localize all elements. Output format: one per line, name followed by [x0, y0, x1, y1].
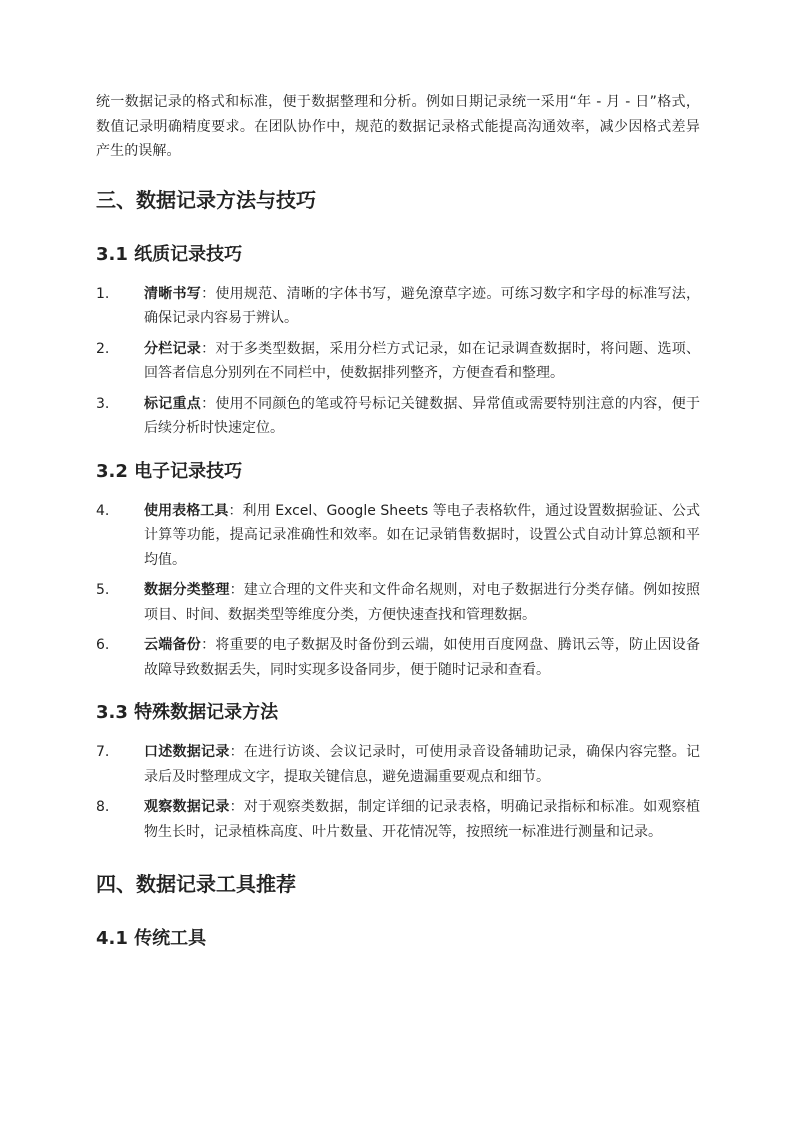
list-item [96, 578, 700, 627]
section-4-heading: 四、数据记录工具推荐 [96, 872, 296, 896]
section-3-heading: 三、数据记录方法与技巧 [96, 187, 316, 212]
list-item [96, 740, 700, 789]
list-3-1 [96, 282, 700, 441]
list-text: ：建立合理的文件夹和文件命名规则，对电子数据进行分类存储。例如按照项目、时间、数据类型等维度分类，方便快速查找和管理数据。 [144, 582, 701, 623]
list-text: ：将重要的电子数据及时备份到云端，如使用百度网盘、腾讯云等，防止因设备故障导致数据丢失，同时实现多设备同步，便于随时记录和查看。 [144, 637, 701, 678]
list-number: 1. [96, 285, 110, 302]
list-item [96, 392, 700, 441]
list-term: 观察数据记录 [144, 799, 230, 815]
section-3-3-heading: 3.3 特殊数据记录方法 [96, 702, 279, 723]
list-item [96, 282, 700, 331]
section-3-2-heading: 3.2 电子记录技巧 [96, 460, 243, 482]
list-term: 分栏记录 [144, 340, 202, 357]
list-text: ：使用不同颜色的笔或符号标记关键数据、异常值或需要特别注意的内容，便于后续分析时快速定位。 [144, 395, 701, 436]
list-item [96, 499, 700, 573]
section-4-1-heading: 4.1 传统工具 [96, 928, 207, 949]
intro-paragraph: 统一数据记录的格式和标准，便于数据整理和分析。例如日期记录统一采用“年 - 月 - 日”格式，数值记录明确精度要求。在团队协作中，规范的数据记录格式能提高沟通效率，减少因格式差异产生的误解。 [96, 94, 700, 159]
list-number: 6. [96, 637, 110, 653]
list-number: 7. [96, 744, 110, 760]
list-item [96, 337, 700, 386]
list-term: 标记重点 [144, 395, 202, 412]
list-number: 4. [96, 502, 110, 519]
list-term: 数据分类整理 [144, 582, 230, 598]
list-text: ：在进行访谈、会议记录时，可使用录音设备辅助记录，确保内容完整。记录后及时整理成文字，提取关键信息，避免遗漏重要观点和细节。 [144, 744, 701, 785]
list-term: 使用表格工具 [144, 502, 229, 519]
list-number: 2. [96, 340, 110, 357]
list-3-2 [96, 499, 700, 683]
list-number: 3. [96, 395, 110, 412]
list-3-3 [96, 740, 700, 844]
list-text: ：使用规范、清晰的字体书写，避免潦草字迹。可练习数字和字母的标准写法，确保记录内容易于辨认。 [144, 285, 701, 326]
list-text: ：对于观察类数据，制定详细的记录表格，明确记录指标和标准。如观察植物生长时，记录植株高度、叶片数量、开花情况等，按照统一标准进行测量和记录。 [144, 799, 701, 840]
list-number: 5. [96, 582, 110, 598]
list-item [96, 795, 700, 844]
list-text: ：利用 Excel、Google Sheets 等电子表格软件，通过设置数据验证、公式计算等功能，提高记录准确性和效率。如在记录销售数据时，设置公式自动计算总额和平均值。 [144, 502, 701, 568]
list-number: 8. [96, 799, 110, 815]
list-term: 口述数据记录 [144, 744, 230, 760]
list-term: 云端备份 [144, 637, 202, 653]
section-3-1-heading: 3.1 纸质记录技巧 [96, 243, 243, 265]
document-page [96, 90, 700, 966]
list-term: 清晰书写 [144, 285, 202, 302]
list-text: ：对于多类型数据，采用分栏方式记录，如在记录调查数据时，将问题、选项、回答者信息分别列在不同栏中，使数据排列整齐，方便查看和整理。 [144, 340, 701, 381]
list-item [96, 633, 700, 682]
